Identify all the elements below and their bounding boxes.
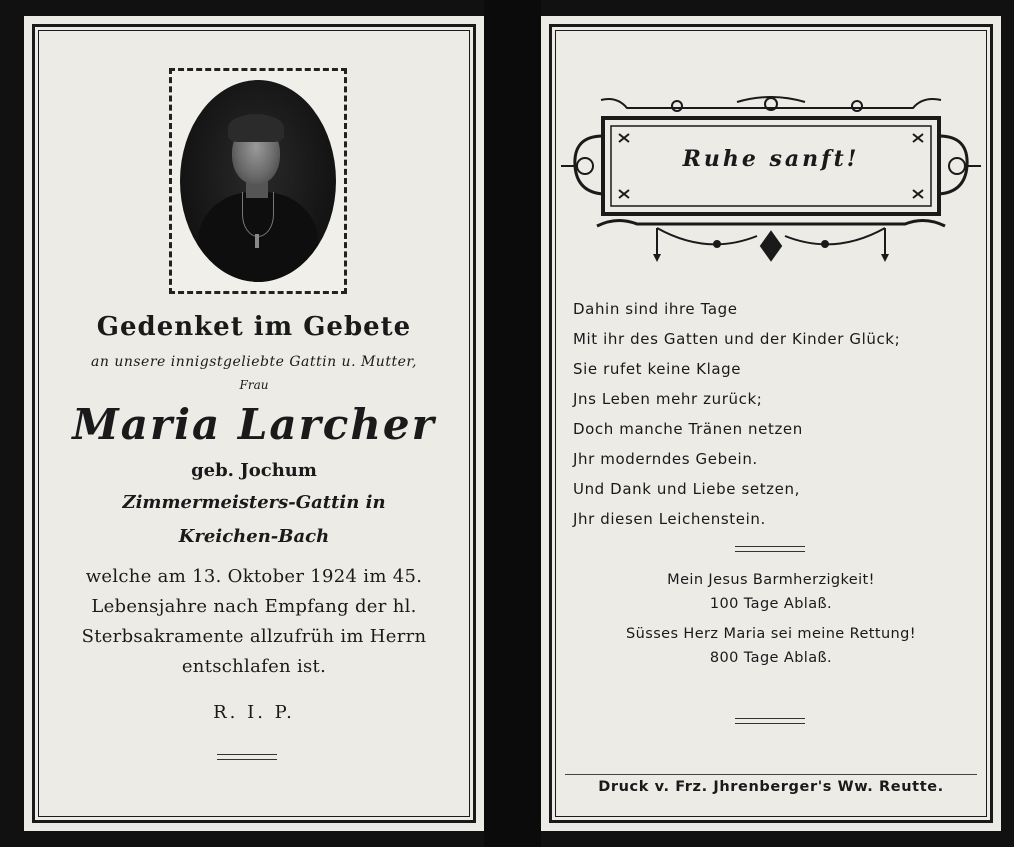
indulgence-line: 800 Tage Ablaß. xyxy=(709,650,833,666)
heading: Gedenket im Gebete xyxy=(96,312,412,342)
poem-line: Jns Leben mehr zurück; xyxy=(573,390,763,408)
ornament-title: Ruhe sanft! xyxy=(682,146,860,172)
poem-line: Und Dank und Liebe setzen, xyxy=(573,480,800,498)
printer-imprint: Druck v. Frz. Jhrenberger's Ww. Reutte. xyxy=(598,779,944,795)
rip-text: R. I. P. xyxy=(213,702,295,723)
honorific: Frau xyxy=(239,378,269,392)
poem-line: Sie rufet keine Klage xyxy=(573,360,742,378)
double-rule xyxy=(217,754,277,760)
poem-line: Jhr diesen Leichenstein. xyxy=(573,510,766,528)
place-line: Kreichen-Bach xyxy=(178,526,330,547)
poem-line: Doch manche Tränen netzen xyxy=(573,420,803,438)
footer-divider xyxy=(565,774,977,775)
double-rule xyxy=(735,718,805,724)
death-notice-line: entschlafen ist. xyxy=(181,656,327,677)
prayer-line: Süsses Herz Maria sei meine Rettung! xyxy=(626,626,916,642)
death-notice-line: welche am 13. Oktober 1924 im 45. xyxy=(85,566,423,587)
indulgence-line: 100 Tage Ablaß. xyxy=(709,596,833,612)
poem-line: Jhr moderndes Gebein. xyxy=(573,450,758,468)
memorial-card-left xyxy=(24,16,484,831)
death-notice-line: Lebensjahre nach Empfang der hl. xyxy=(91,596,417,617)
deceased-name: Maria Larcher xyxy=(72,400,436,449)
death-notice-line: Sterbsakramente allzufrüh im Herrn xyxy=(81,626,427,647)
memorial-card-right xyxy=(541,16,1001,831)
poem-line: Dahin sind ihre Tage xyxy=(573,300,738,318)
portrait-photo xyxy=(180,80,336,282)
maiden-name: geb. Jochum xyxy=(191,460,317,481)
portrait-frame xyxy=(169,68,347,294)
occupation-line: Zimmermeisters-Gattin in xyxy=(122,492,386,513)
prayer-line: Mein Jesus Barmherzigkeit! xyxy=(667,572,875,588)
double-rule xyxy=(735,546,805,552)
ornamental-cartouche xyxy=(557,96,985,266)
card-fold xyxy=(484,0,541,847)
dedication-line: an unsere innigstgeliebte Gattin u. Mutter, xyxy=(91,354,417,370)
poem-line: Mit ihr des Gatten und der Kinder Glück; xyxy=(573,330,901,348)
